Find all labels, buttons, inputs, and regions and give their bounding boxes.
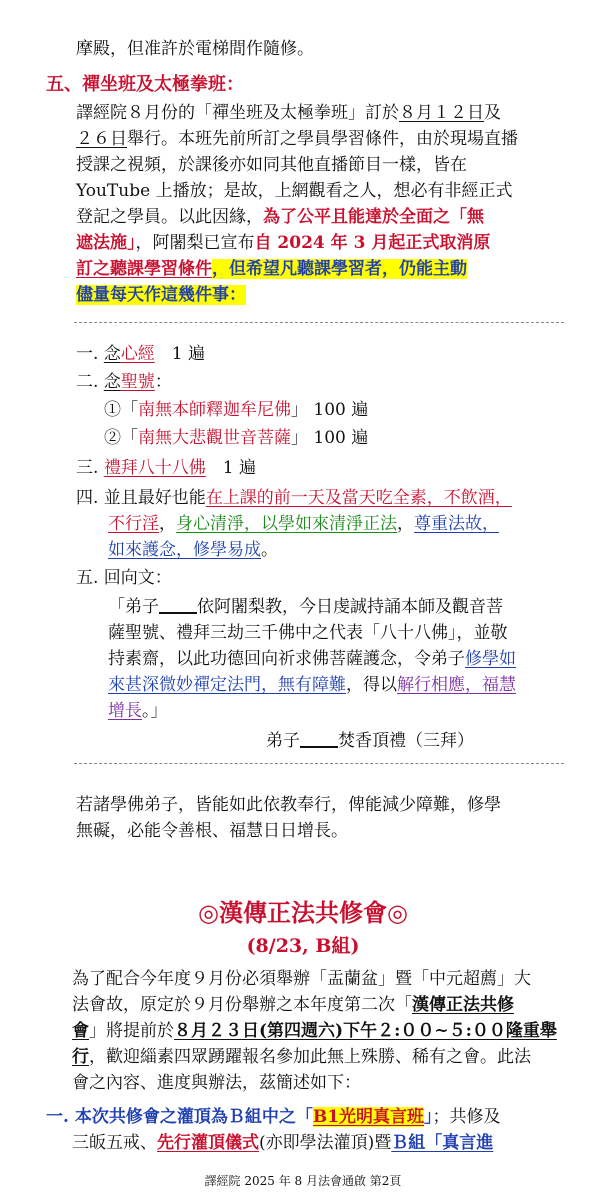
text-red: 心經 — [120, 344, 155, 364]
text: ，得以 — [346, 675, 397, 695]
text: (亦即學法灌頂)暨 — [259, 1133, 392, 1153]
text: 登記之學員。以此因緣， — [76, 207, 263, 227]
text-purple: 增長 — [108, 701, 142, 721]
list-item-2-sub-2 — [104, 427, 368, 449]
text: 譯經院８月份的「禪坐班及太極拳班」訂於 — [76, 103, 399, 123]
dedication-line-4 — [108, 674, 516, 696]
text: ： — [154, 372, 172, 392]
list-item-4-line-3 — [108, 539, 278, 561]
text: 念 — [103, 344, 121, 364]
highlight-red: 為了公平且能達於全面之「無 — [263, 207, 484, 227]
text: 。」 — [142, 701, 168, 721]
text-red: 禮拜八十八佛 — [103, 458, 206, 478]
text: ②「 — [104, 428, 138, 448]
text: ①「 — [104, 400, 138, 420]
item-number: 三. — [76, 458, 104, 478]
text-blue: 來甚深微妙禪定法門，無有障難 — [108, 675, 346, 695]
text-green: 身心清淨，以學如來清淨正法 — [176, 514, 397, 534]
page-footer: 譯經院 2025 年 8 月法會通啟 第2頁 — [204, 1174, 402, 1188]
text: ，歡迎緇素四眾踴躍報名參加此無上殊勝、稀有之會。此法 — [89, 1047, 531, 1067]
list-item-5: 五. 回向文： — [76, 568, 172, 588]
list-item-2-sub-1 — [104, 399, 368, 421]
name-blank — [159, 596, 197, 614]
highlight-red: 訂之聽課學習條件 — [76, 259, 212, 279]
text: 依阿闍梨教，今日虔誠持誦本師及觀音菩 — [197, 597, 503, 617]
divider — [74, 763, 564, 764]
list-item-4-line-2 — [108, 513, 499, 535]
assembly-line-5: 會之內容、進度與辦法，茲簡述如下： — [72, 1073, 361, 1093]
assembly-line-2 — [72, 994, 514, 1016]
text-blue: 修學如 — [465, 649, 516, 669]
text: ， — [397, 514, 414, 534]
closing-line-1: 若諸學佛弟子，皆能如此依教奉行，俾能減少障難，修學 — [76, 795, 501, 815]
text: 念 — [103, 372, 121, 392]
text: 四. 並且最好也能 — [76, 488, 206, 508]
text-bold: 行 — [72, 1047, 89, 1067]
text: 1 遍 — [205, 458, 257, 478]
text: 弟子 — [266, 731, 300, 751]
highlight-yellow: 儘量每天作這幾件事： — [76, 285, 246, 305]
date-underlined: ８月１２日 — [399, 103, 484, 123]
section-five-line-2 — [76, 128, 518, 150]
assembly-subtitle: (8/23, B組) — [246, 935, 360, 957]
section-five-line-1 — [76, 102, 501, 124]
text-blue: 」 — [424, 1107, 433, 1127]
text-blue: Ｂ組「真言進 — [391, 1133, 494, 1153]
section-five-line-7 — [76, 258, 467, 280]
assembly-line-3 — [72, 1020, 557, 1042]
highlight-red: 自 2024 年 3 月起正式取消原 — [254, 233, 491, 253]
assembly-title: ◎漢傳正法共修會◎ — [198, 898, 408, 927]
section-five-line-6 — [76, 232, 490, 254]
text-purple: 解行相應，福慧 — [397, 675, 516, 695]
carryover-line: 摩殿，但准許於電梯間作隨修。 — [76, 39, 314, 59]
text-red: 南無本師釋迦牟尼佛 — [138, 400, 291, 420]
assembly-line-4 — [72, 1046, 531, 1068]
dedication-line-3 — [108, 648, 516, 670]
section-five-line-4: YouTube 上播放；是故，上網觀看之人，想必有非經正式 — [76, 181, 513, 201]
highlight-red: 遮法施」 — [76, 233, 136, 253]
highlight-yellow: ，但希望凡聽課學習者，仍能主動 — [212, 259, 467, 279]
assembly-item-1-line-1 — [46, 1106, 501, 1128]
text: ，阿闍梨已宣布 — [135, 233, 255, 253]
text: 」 100 遍 — [291, 400, 369, 420]
list-item-1 — [76, 343, 205, 365]
text-blue: 尊重法故， — [414, 514, 499, 534]
divider — [74, 322, 564, 323]
name-blank — [300, 730, 338, 748]
text: 。 — [261, 540, 278, 560]
section-five-line-8 — [76, 284, 246, 306]
text-blue: 如來護念，修學易成 — [108, 540, 261, 560]
text: 及 — [484, 103, 501, 123]
text: 1 遍 — [154, 344, 206, 364]
text-bold: 會 — [72, 1021, 89, 1041]
text: 焚香頂禮（三拜） — [338, 731, 474, 751]
text-blue: 一. 本次共修會之灌頂為Ｂ組中之「 — [46, 1107, 313, 1127]
section-five-line-5 — [76, 206, 484, 228]
text: 持素齋，以此功德回向祈求佛菩薩護念，令弟子 — [108, 649, 465, 669]
list-item-3 — [76, 457, 256, 479]
section-five-heading: 五、禪坐班及太極拳班： — [46, 74, 244, 95]
text: 法會故，原定於９月份舉辦之本年度第二次「 — [72, 995, 412, 1015]
text: 舉行。本班先前所訂之學員學習條件，由於現場直播 — [127, 129, 518, 149]
dedication-signature — [266, 730, 474, 752]
closing-line-2: 無礙，必能令善根、福慧日日增長。 — [76, 821, 348, 841]
text-bold: ８月２３日(第四週六)下午２:００~５:００隆重舉 — [174, 1021, 557, 1041]
date-underlined: ２６日 — [76, 129, 127, 149]
assembly-line-1: 為了配合今年度９月份必須舉辦「盂蘭盆」暨「中元超薦」大 — [72, 969, 531, 989]
dedication-line-2: 薩聖號、禮拜三劫三千佛中之代表「八十八佛」，並敬 — [108, 623, 508, 643]
text-bold: 漢傳正法共修 — [412, 995, 514, 1015]
highlight-yellow: B1光明真言班 — [312, 1107, 425, 1127]
text: 「弟子 — [108, 597, 159, 617]
text: 三皈五戒、 — [72, 1133, 157, 1153]
text-red: 先行灌頂儀式 — [157, 1133, 259, 1153]
item-number: 二. — [76, 372, 104, 392]
item-number: 一. — [76, 344, 104, 364]
text-red: 南無大悲觀世音菩薩 — [138, 428, 291, 448]
text: ， — [159, 514, 176, 534]
list-item-4-line-1 — [76, 487, 512, 509]
text-red: 不行淫 — [108, 514, 159, 534]
text: 」 100 遍 — [291, 428, 369, 448]
text-red: 聖號 — [120, 372, 155, 392]
dedication-line-5 — [108, 700, 168, 722]
text: 」將提前於 — [89, 1021, 174, 1041]
assembly-item-1-line-2 — [72, 1132, 493, 1154]
section-five-line-3: 授課之視頻，於課後亦如同其他直播節目一樣，皆在 — [76, 155, 467, 175]
list-item-2 — [76, 371, 172, 393]
text: ；共修及 — [432, 1107, 501, 1127]
text-red: 在上課的前一天及當天吃全素，不飲酒， — [205, 488, 512, 508]
dedication-line-1 — [108, 596, 503, 618]
